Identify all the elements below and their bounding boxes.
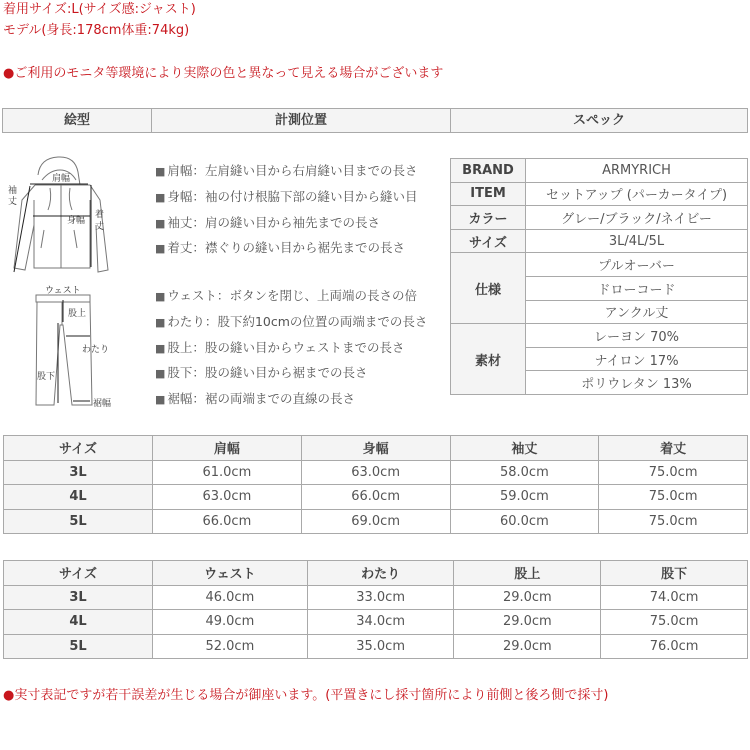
- value-cell: 75.0cm: [601, 610, 748, 635]
- table-row: [4, 610, 748, 635]
- value-cell: 75.0cm: [599, 460, 748, 485]
- measure-item-thigh: ■ わたり：股下約10cmの位置の両端までの長さ: [155, 313, 428, 329]
- spec-row-material: [451, 324, 748, 348]
- section-header-bar: [2, 108, 748, 133]
- value-cell: 49.0cm: [153, 610, 308, 635]
- value-cell: 58.0cm: [450, 460, 599, 485]
- pants-size-table: [3, 560, 748, 659]
- pants-illustration: [0, 275, 150, 415]
- spec-label-color: カラー: [451, 206, 526, 230]
- spec-value-size: 3L/4L/5L: [526, 229, 748, 253]
- value-cell: 63.0cm: [301, 460, 450, 485]
- spec-label-features: 仕様: [451, 253, 526, 324]
- column-header: 着丈: [599, 436, 748, 461]
- column-header: 身幅: [301, 436, 450, 461]
- table-row: [4, 485, 748, 510]
- value-cell: 46.0cm: [153, 585, 308, 610]
- spec-row-size: [451, 229, 748, 253]
- value-cell: 61.0cm: [153, 460, 302, 485]
- spec-label-material: 素材: [451, 324, 526, 395]
- label-sleeve-length-2: 丈: [8, 197, 18, 207]
- spec-row-brand: [451, 159, 748, 183]
- column-header: 股上: [454, 561, 601, 586]
- value-cell: 75.0cm: [599, 485, 748, 510]
- size-cell: 5L: [4, 509, 153, 534]
- column-header: 肩幅: [153, 436, 302, 461]
- header-measurement-position: 計測位置: [152, 109, 451, 132]
- value-cell: 29.0cm: [454, 610, 601, 635]
- spec-table: [450, 158, 748, 395]
- table-header-row: [4, 561, 748, 586]
- measurement-warning-note: ●実寸表記ですが若干誤差が生じる場合が御座います。(平置きにし採寸箇所により前側と後ろ側で採寸): [3, 688, 609, 703]
- spec-row-color: [451, 206, 748, 230]
- value-cell: 76.0cm: [601, 634, 748, 659]
- column-header: わたり: [307, 561, 454, 586]
- value-cell: 33.0cm: [307, 585, 454, 610]
- measure-item-waist: ■ ウェスト：ボタンを閉じ、上両端の長さの倍: [155, 288, 417, 303]
- spec-value-color: グレー/ブラック/ネイビー: [526, 206, 748, 230]
- header-spec: スペック: [572, 113, 625, 128]
- jacket-size-table: [3, 435, 748, 534]
- spec-label-brand: BRAND: [451, 159, 526, 183]
- spec-value-material: レーヨン 70%: [526, 324, 748, 348]
- spec-value-feature: アンクル丈: [526, 300, 748, 324]
- wearing-size-note: 着用サイズ:L(サイズ感:ジャスト): [3, 2, 196, 17]
- label-body-width: 身幅: [67, 216, 86, 226]
- table-row: [4, 460, 748, 485]
- measure-item-shoulder: ■ 肩幅：左肩縫い目から右肩縫い目までの長さ: [155, 163, 418, 178]
- table-row: [4, 634, 748, 659]
- spec-value-material: ポリウレタン 13%: [526, 371, 748, 395]
- value-cell: 29.0cm: [454, 634, 601, 659]
- value-cell: 66.0cm: [301, 485, 450, 510]
- measure-item-sleeve: ■ 袖丈：肩の縫い目から袖先までの長さ: [155, 214, 380, 230]
- label-sleeve-length-1: 袖: [8, 186, 18, 196]
- value-cell: 63.0cm: [153, 485, 302, 510]
- column-header: 袖丈: [450, 436, 599, 461]
- spec-value-material: ナイロン 17%: [526, 347, 748, 371]
- value-cell: 60.0cm: [450, 509, 599, 534]
- spec-label-size: サイズ: [451, 229, 526, 253]
- label-waist: ウェスト: [45, 286, 81, 296]
- measure-item-chest: ■ 身幅：袖の付け根脇下部の縫い目から縫い目: [155, 188, 418, 204]
- table-row: [4, 509, 748, 534]
- spec-value-brand: ARMYRICH: [526, 159, 748, 183]
- value-cell: 34.0cm: [307, 610, 454, 635]
- column-header: ウェスト: [153, 561, 308, 586]
- size-cell: 3L: [4, 460, 153, 485]
- spec-value-feature: ドローコード: [526, 276, 748, 300]
- size-cell: 4L: [4, 485, 153, 510]
- label-total-length-1: 着: [95, 210, 105, 220]
- spec-label-item: ITEM: [451, 182, 526, 206]
- model-info-note: モデル(身長:178cm体重:74kg): [3, 23, 190, 38]
- value-cell: 66.0cm: [153, 509, 302, 534]
- label-hem-width: 裾幅: [93, 399, 112, 409]
- size-cell: 3L: [4, 585, 153, 610]
- column-header: 股下: [601, 561, 748, 586]
- value-cell: 75.0cm: [599, 509, 748, 534]
- measure-item-length: ■ 着丈：襟ぐりの縫い目から裾先までの長さ: [155, 240, 405, 256]
- value-cell: 29.0cm: [454, 585, 601, 610]
- header-illustration: 絵型: [3, 109, 152, 132]
- size-cell: 5L: [4, 634, 153, 659]
- color-warning-note: ●ご利用のモニタ等環境により実際の色と異なって見える場合がございます: [3, 66, 444, 81]
- spec-value-feature: プルオーバー: [526, 253, 748, 277]
- value-cell: 35.0cm: [307, 634, 454, 659]
- measure-item-inseam: ■ 股下：股の縫い目から裾までの長さ: [155, 365, 368, 381]
- garment-illustrations: [0, 140, 150, 415]
- spec-row-features: [451, 253, 748, 277]
- label-shoulder-width: 肩幅: [52, 174, 71, 184]
- label-total-length-2: 丈: [95, 222, 105, 232]
- label-inseam: 股下: [37, 372, 56, 382]
- value-cell: 52.0cm: [153, 634, 308, 659]
- column-header: サイズ: [4, 561, 153, 586]
- measure-item-hem: ■ 裾幅：裾の両端までの直線の長さ: [155, 391, 355, 407]
- value-cell: 74.0cm: [601, 585, 748, 610]
- value-cell: 69.0cm: [301, 509, 450, 534]
- spec-value-item: セットアップ (パーカータイプ): [526, 182, 748, 206]
- size-cell: 4L: [4, 610, 153, 635]
- value-cell: 59.0cm: [450, 485, 599, 510]
- pants-measurement-list: [155, 284, 451, 413]
- spec-row-item: [451, 182, 748, 206]
- table-header-row: [4, 436, 748, 461]
- measure-item-rise: ■ 股上：股の縫い目からウェストまでの長さ: [155, 339, 405, 355]
- label-rise: 股上: [68, 309, 87, 319]
- hoodie-illustration: [0, 140, 150, 275]
- table-row: [4, 585, 748, 610]
- column-header: サイズ: [4, 436, 153, 461]
- label-thigh: わたり: [82, 345, 110, 355]
- jacket-measurement-list: [155, 159, 451, 262]
